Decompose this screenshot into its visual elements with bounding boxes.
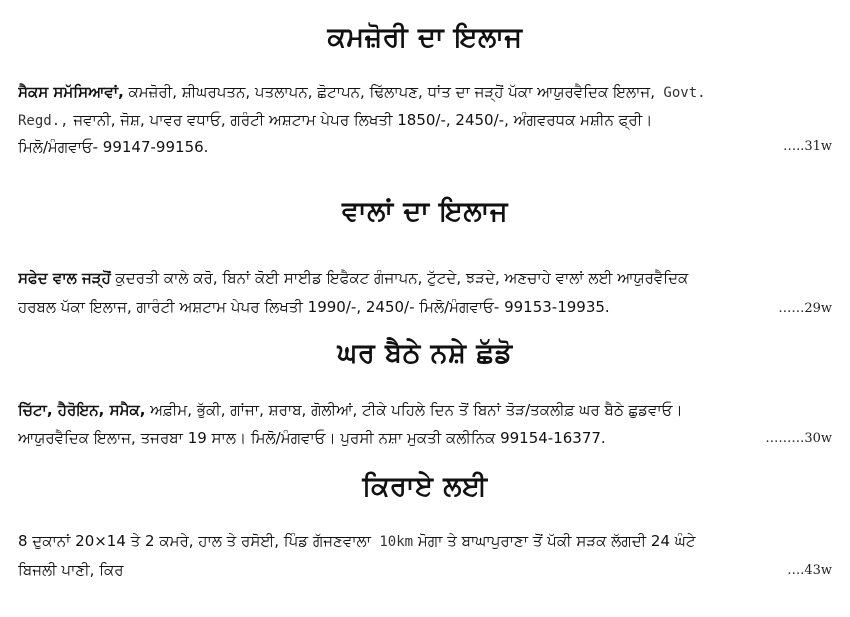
ad-text: ਜਵਾਨੀ, ਜੋਸ਼, ਪਾਵਰ ਵਧਾਓ, ਗਰੰਟੀ ਅਸ਼ਟਾਮ ਪੇਪਰ ਲਿਖਤੀ 1850/-, 2450/-, ਅੰਗਵਰਧਕ ਮਸ਼ੀਨ ਫ੍ਰੀ। [68,111,653,129]
ad-reference-code: ….43w [787,563,832,578]
ad-reference-code: ……29w [778,301,832,316]
ad-text: ਅਫ਼ੀਮ, ਭੁੱਕੀ, ਗਾਂਜਾ, ਸ਼ਰਾਬ, ਗੋਲੀਆਂ, ਟੀਕੇ ਪਹਿਲੇ ਦਿਨ ਤੋਂ ਬਿਨਾਂ ਤੋੜ/ਤਕਲੀਫ਼ ਘਰ ਬੈਠੇ ਛੁਡਵਾਓ। [145,401,683,419]
ad-line [18,297,834,317]
ad-heading: ਘਰ ਬੈਠੇ ਨਸ਼ੇ ਛੱਡੋ [337,338,513,369]
ad-line [18,560,834,580]
ad-line [18,428,834,448]
ad-text: ਆਯੁਰਵੈਦਿਕ ਇਲਾਜ, ਤਜਰਬਾ 19 ਸਾਲ। ਮਿਲੋ/ਮੰਗਵਾਓ। ਪੁਰਸੀ ਨਸ਼ਾ ਮੁਕਤੀ ਕਲੀਨਿਕ 99154-16377. [18,429,606,447]
ad-text: ਮੋਗਾ ਤੇ ਬਾਘਾਪੁਰਾਣਾ ਤੋਂ ਪੱਕੀ ਸੜਕ ਲੱਗਦੀ 24 ਘੰਟੇ [413,532,696,550]
ad-line [18,137,834,157]
ad-text: ਬਿਜਲੀ ਪਾਣੀ, ਕਿਰ [18,561,124,579]
ad-line [18,82,834,103]
ad-line [18,531,834,552]
ad-latin-text: Govt. [654,85,706,101]
ad-text: ਹਰਬਲ ਪੱਕਾ ਇਲਾਜ, ਗਾਰੰਟੀ ਅਸ਼ਟਾਮ ਪੇਪਰ ਲਿਖਤੀ 1990/-, 2450/- ਮਿਲੋ/ਮੰਗਵਾਓ- 99153-19935. [18,298,610,316]
ad-lead-text: ਚਿੱਟਾ, ਹੈਰੋਇਨ, ਸਮੈਕ, [18,401,146,419]
ad-heading: ਕਿਰਾਏ ਲਈ [362,471,488,502]
ad-lead-text: ਸੈਕਸ ਸਮੱਸਿਆਵਾਂ, [18,83,124,101]
ad-text: 8 ਦੁਕਾਨਾਂ 20×14 ਤੇ 2 ਕਮਰੇ, ਹਾਲ ਤੇ ਰਸੋਈ, ਪਿੰਡ ਗੱਜਣਵਾਲਾ [18,532,371,550]
ad-heading: ਕਮਜ਼ੋਰੀ ਦਾ ਇਲਾਜ [327,22,523,53]
ad-latin-text: 10km [370,534,414,550]
ad-latin-text: Regd., [18,113,69,129]
ad-reference-code: ………30w [765,431,832,446]
ad-line [18,400,834,420]
ad-reference-code: …..31w [783,139,832,154]
ad-heading: ਵਾਲਾਂ ਦਾ ਇਲਾਜ [342,196,508,227]
ad-line [18,110,834,131]
ad-text: ਕੁਦਰਤੀ ਕਾਲੇ ਕਰੋ, ਬਿਨਾਂ ਕੋਈ ਸਾਈਡ ਇਫੈਕਟ ਗੰਜਾਪਨ, ਟੁੱਟਦੇ, ਝੜਦੇ, ਅਣਚਾਹੇ ਵਾਲਾਂ ਲਈ ਆਯੁਰਵੈਦਿਕ [110,269,689,287]
ad-lead-text: ਸਫੇਦ ਵਾਲ ਜੜ੍ਹੋਂ [18,269,111,287]
ad-line [18,268,834,288]
ad-text: ਮਿਲੋ/ਮੰਗਵਾਓ- 99147-99156. [18,138,209,156]
ad-text: ਕਮਜ਼ੋਰੀ, ਸ਼ੀਘਰਪਤਨ, ਪਤਲਾਪਨ, ਛੋਟਾਪਨ, ਢਿੱਲਾਪਣ, ਧਾਂਤ ਦਾ ਜੜ੍ਹੋਂ ਪੱਕਾ ਆਯੁਰਵੈਦਿਕ ਇਲਾਜ, [123,83,655,101]
